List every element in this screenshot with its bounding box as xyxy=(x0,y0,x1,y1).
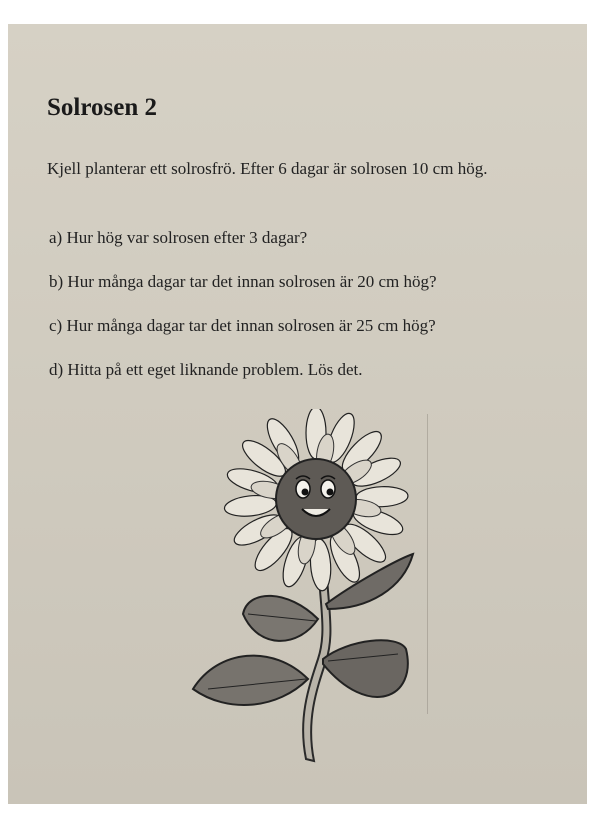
left-eye xyxy=(296,480,310,498)
right-eye xyxy=(321,480,335,498)
flower-face xyxy=(276,459,356,539)
worksheet-page xyxy=(8,24,587,804)
question-b: b) Hur många dagar tar det innan solrosen är 20 cm hög? xyxy=(49,272,437,291)
question-a: a) Hur hög var solrosen efter 3 dagar? xyxy=(49,228,308,247)
sunflower-icon xyxy=(178,409,428,779)
question-d: d) Hitta på ett eget liknande problem. Lös det. xyxy=(49,360,363,379)
leaf-lower-right xyxy=(323,640,408,697)
intro-text: Kjell planterar ett solrosfrö. Efter 6 dagar är solrosen 10 cm hög. xyxy=(47,159,488,178)
leaf-upper-left xyxy=(243,596,318,641)
page-title: Solrosen 2 xyxy=(47,94,157,121)
question-c: c) Hur många dagar tar det innan solrosen är 25 cm hög? xyxy=(49,316,436,335)
